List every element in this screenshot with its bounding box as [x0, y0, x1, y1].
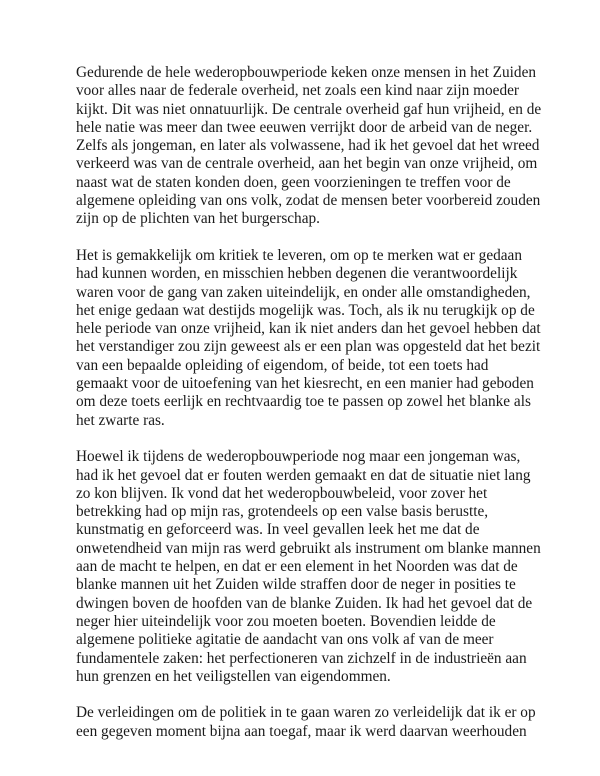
paragraph — [76, 64, 546, 229]
text-line: zo kon blijven. Ik vond dat het wederopbouwbeleid, voor zover het — [76, 484, 488, 502]
text-line: kijkt. Dit was niet onnatuurlijk. De centrale overheid gaf hun vrijheid, en de — [76, 100, 542, 118]
text-line: om deze toets eerlijk en rechtvaardig toe te passen op zowel het blanke als — [76, 393, 531, 411]
text-line: Gedurende de hele wederopbouwperiode keken onze mensen in het Zuiden — [76, 64, 537, 81]
text-line: van een bepaalde opleiding of eigendom, of beide, tot een toets had — [76, 356, 489, 374]
text-line: aan de macht te helpen, en dat er een element in het Noorden was dat de — [76, 558, 518, 576]
text-line: gemaakt voor de uitoefening van het kiesrecht, en een manier had geboden — [76, 375, 534, 393]
text-line: had ik het gevoel dat er fouten werden gemaakt en dat de situatie niet lang — [76, 466, 531, 484]
text-line: Zelfs als jongeman, en later als volwassene, had ik het gevoel dat het wreed — [76, 137, 540, 155]
paragraph — [76, 704, 546, 741]
text-line: algemene politieke agitatie de aandacht van ons volk af van de meer — [76, 631, 494, 649]
text-line: dwingen boven de hoofden van de blanke Zuiden. Ik had het gevoel dat de — [76, 594, 533, 612]
text-line: het zwarte ras. — [76, 411, 165, 429]
text-line: fundamentele zaken: het perfectioneren van zichzelf in de industrieën aan — [76, 649, 527, 667]
text-line: zijn op de plichten van het burgerschap. — [76, 210, 320, 228]
text-line: De verleidingen om de politiek in te gaan waren zo verleidelijk dat ik er op — [76, 704, 536, 722]
text-line: Het is gemakkelijk om kritiek te leveren, om op te merken wat er gedaan — [76, 246, 522, 264]
text-line: betrekking had op mijn ras, grotendeels op een valse basis berustte, — [76, 503, 489, 521]
text-line: algemene opleiding van ons volk, zodat de mensen beter voorbereid zouden — [76, 192, 541, 210]
text-line: het enige gedaan wat destijds mogelijk was. Toch, als ik nu terugkijk op de — [76, 301, 535, 319]
paragraph — [76, 448, 546, 686]
text-line: blanke mannen uit het Zuiden wilde straffen door de neger in posities te — [76, 576, 516, 594]
text-line: verkeerd was van de centrale overheid, aan het begin van onze vrijheid, om — [76, 155, 538, 173]
text-line: hele periode van onze vrijheid, kan ik niet anders dan het gevoel hebben dat — [76, 320, 541, 338]
paragraph — [76, 247, 546, 430]
text-line: kunstmatig en geforceerd was. In veel gevallen leek het me dat de — [76, 521, 480, 539]
text-line: onwetendheid van mijn ras werd gebruikt als instrument om blanke mannen — [76, 539, 541, 557]
text-line: het verstandiger zou zijn geweest als er een plan was opgesteld dat het bezit — [76, 338, 541, 356]
text-line: neger hier uiteindelijk voor zou moeten boeten. Bovendien leidde de — [76, 612, 496, 630]
body-text — [76, 64, 546, 741]
text-line: hele natie was meer dan twee eeuwen verrijkt door de arbeid van de neger. — [76, 118, 533, 136]
text-line: een gegeven moment bijna aan toegaf, maar ik werd daarvan weerhouden — [76, 722, 527, 740]
text-line: naast wat de staten konden doen, geen voorzieningen te treffen voor de — [76, 173, 511, 191]
text-line: waren voor de gang van zaken uiteindelijk, en onder alle omstandigheden, — [76, 283, 531, 301]
text-line: Hoewel ik tijdens de wederopbouwperiode nog maar een jongeman was, — [76, 448, 521, 466]
text-line: hun grenzen en het veiligstellen van eigendommen. — [76, 667, 391, 685]
text-line: voor alles naar de federale overheid, net zoals een kind naar zijn moeder — [76, 82, 519, 100]
text-line: had kunnen worden, en misschien hebben degenen die verantwoordelijk — [76, 265, 518, 283]
